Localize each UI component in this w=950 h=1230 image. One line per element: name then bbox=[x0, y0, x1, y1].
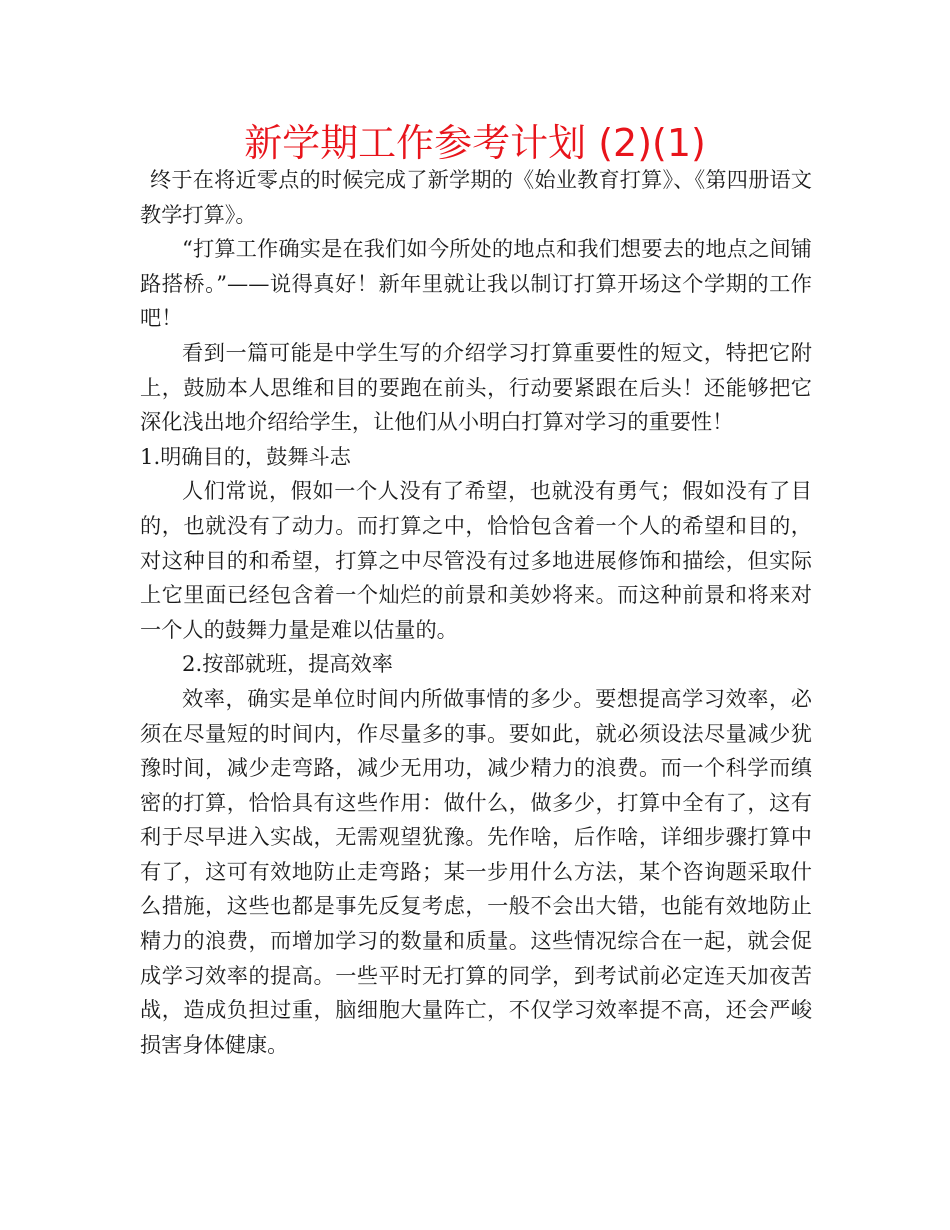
paragraph-section-1: 人们常说，假如一个人没有了希望，也就没有勇气；假如没有了目的，也就没有了动力。而打算之中，恰恰包含着一个人的希望和目的，对这种目的和希望，打算之中尽管没有过多地进展修饰和描绘，但实际上它里面已经包含着一个灿烂的前景和美妙将来。而这种前景和将来对一个人的鼓舞力量是难以估量的。 bbox=[140, 478, 812, 642]
document-body bbox=[140, 163, 812, 1062]
paragraph-intro: 终于在将近零点的时候完成了新学期的《始业教育打算》、《第四册语文教学打算》。 bbox=[140, 167, 812, 227]
document-title: 新学期工作参考计划 (2)(1) bbox=[244, 121, 706, 165]
paragraph-section-2: 效率，确实是单位时间内所做事情的多少。要想提高学习效率，必须在尽量短的时间内，作尽量多的事。要如此，就必须设法尽量减少犹豫时间，减少走弯路，减少无用功，减少精力的浪费。而一个科学而缜密的打算，恰恰具有这些作用：做什么，做多少，打算中全有了，这有利于尽早进入实战，无需观望犹豫。先作啥，后作啥，详细步骤打算中有了，这可有效地防止走弯路；某一步用什么方法，某个咨询题采取什么措施，这些也都是事先反复考虑，一般不会出大错，也能有效地防止精力的浪费，而增加学习的数量和质量。这些情况综合在一起，就会促成学习效率的提高。一些平时无打算的同学，到考试前必定连天加夜苦战，造成负担过重，脑细胞大量阵亡，不仅学习效率提不高，还会严峻损害身体健康。 bbox=[140, 685, 812, 1057]
paragraph-quote: “打算工作确实是在我们如今所处的地点和我们想要去的地点之间铺路搭桥。”——说得真好！新年里就让我以制订打算开场这个学期的工作吧！ bbox=[140, 236, 812, 331]
section-heading-1: 1.明确目的，鼓舞斗志 bbox=[140, 443, 351, 469]
section-heading-2: 2.按部就班，提高效率 bbox=[182, 651, 393, 677]
paragraph-essay-intro: 看到一篇可能是中学生写的介绍学习打算重要性的短文，特把它附上，鼓励本人思维和目的要跑在前头，行动要紧跟在后头！还能够把它深化浅出地介绍给学生，让他们从小明白打算对学习的重要性！ bbox=[140, 339, 812, 435]
